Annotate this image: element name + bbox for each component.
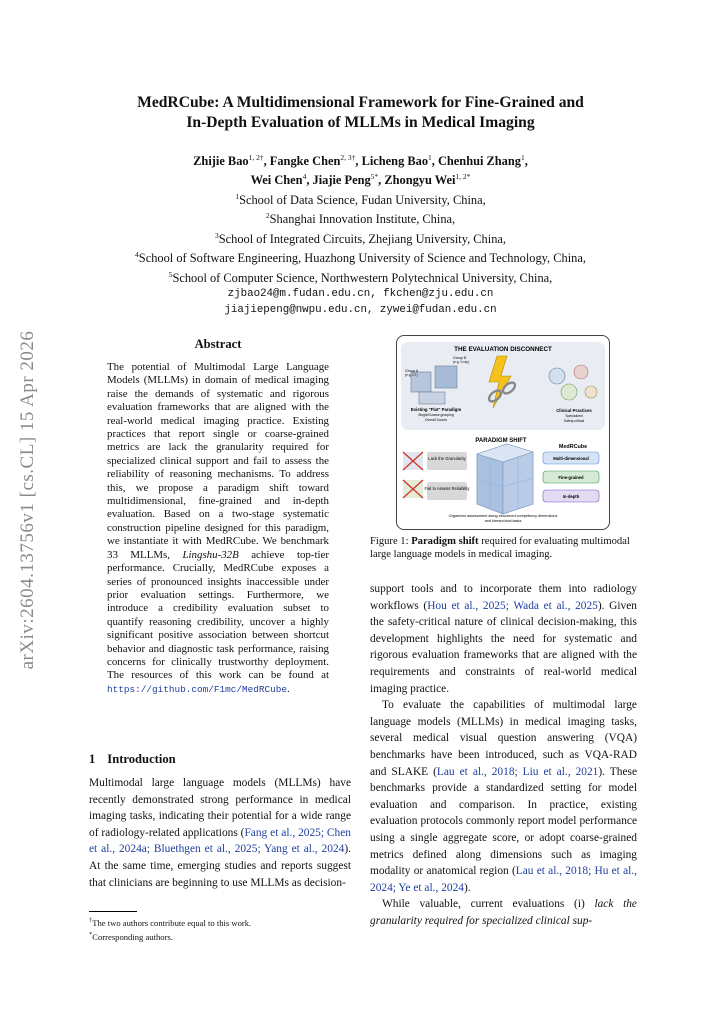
- title-line-1: MedRCube: A Multidimensional Framework for Fine-Grained and: [137, 94, 584, 111]
- author-name: Licheng Bao: [361, 154, 429, 169]
- medrcube-cube-graphic: [477, 444, 533, 514]
- email-line-2: jiajiepeng@nwpu.edu.cn, zywei@fudan.edu.cn: [224, 304, 497, 317]
- affiliation: $^3$School of Integrated Circuits, Zhejiang University, China,: [215, 230, 506, 246]
- svg-text:(e.g. X-ray): (e.g. X-ray): [453, 360, 469, 364]
- section-heading-introduction: 1 Introduction: [89, 752, 176, 766]
- author-name: Wei Chen: [250, 173, 303, 188]
- abstract-body: The potential of Multimodal Large Language Models (MLLMs) in domain of medical imaging raise the demands of systematic and rigorous evaluation frameworks that are aligned with the real-world medical imaging practice. Existing practices that report single or coarse-grained metrics are lack the granularity required for specialized clinical support and fail to assess the reliability of reasoning mechanisms. To address this, we propose a paradigm shift toward multidimensional, fine-grained and in-depth evaluation. Based on a two-stage systematic construction pipeline designed for this paradigm, we instantiate it with MedRCube. We benchmark 33 MLLMs, Lingshu-32B achieve top-tier performance. Crucially, MedRCube exposes a series of pronounced insights inaccessible under prior evaluation settings. Furthermore, we introduce a credibility evaluation subset to quantify reasoning credibility, uncover a highly significant positive association between shortcut behavior and diagnostic task performance, raising concerns for clinically trustworthy deployment. The resources of this work can be found at https://github.com/F1mc/MedRCube.: [107, 361, 329, 695]
- figure-1-graphic: [397, 336, 609, 529]
- title-line-2: In-Depth Evaluation of MLLMs in Medical Imaging: [186, 114, 535, 131]
- affiliation: $^5$School of Computer Science, Northwestern Polytechnical University, China,: [168, 269, 553, 285]
- affiliation: $^1$School of Data Science, Fudan University, China,: [235, 191, 486, 207]
- arxiv-identifier: arXiv:2604.13756v1 [cs.CL] 15 Apr 2026: [17, 330, 38, 670]
- svg-text:(e.g. CT): (e.g. CT): [405, 373, 418, 377]
- citation-link[interactable]: Lau et al., 2018; Liu et al., 2021: [436, 765, 599, 778]
- email-line-1: zjbao24@m.fudan.edu.cn, fkchen@zju.edu.cn: [227, 287, 494, 300]
- author-affil: 2, 3†: [340, 153, 356, 162]
- author-affil: 1, 2†: [248, 153, 264, 162]
- figure-1-caption: Figure 1: Paradigm shift required for evaluating multimodal large language models in medical imaging.: [370, 536, 630, 561]
- affiliation: $^2$Shanghai Innovation Institute, China,: [265, 211, 456, 227]
- right-paragraph-2: To evaluate the capabilities of multimodal large language models (MLLMs) in medical imaging tasks, several medical visual question answering (VQA) benchmarks have been introduced, such as VQA-RAD and SLAKE (Lau et al., 2018; Liu et al., 2021). These benchmarks provide a standardized setting for model evaluation and comparison. In practice, existing evaluation protocols commonly report model performance using a single aggregate score, or adopt coarse-grained metrics defined along dimensions such as imaging modality or anatomical region (Lau et al., 2018; Hu et al., 2024; Ye et al., 2024).: [370, 699, 637, 894]
- affiliation: $^4$School of Software Engineering, Huazhong University of Science and Technology, China,: [135, 250, 586, 266]
- abstract-heading: Abstract: [194, 337, 242, 351]
- github-link[interactable]: https://github.com/F1mc/MedRCube: [107, 683, 288, 695]
- arxiv-side-label: [8, 300, 48, 700]
- footnotes: [89, 915, 351, 943]
- lack-granularity-label: Lack the Granularity: [428, 456, 466, 461]
- paradigm-shift-title: PARADIGM SHIFT: [475, 438, 527, 444]
- figure-1: [396, 335, 610, 530]
- footnote-corresponding: *Corresponding authors.: [89, 930, 173, 942]
- right-paragraph-1: support tools and to incorporate them into radiology workflows (Hou et al., 2025; Wada et al., 2025). Given the safety-critical nature of clinical decision-making, this development highlights the need for systematic and rigorous evaluation frameworks that are aligned with the requirements and constraints of real-world medical imaging practice.: [370, 583, 637, 695]
- clinical-practices-title: Clinical Practices: [556, 408, 592, 413]
- author-affil: 1: [520, 153, 525, 162]
- disconnect-title: THE EVALUATION DISCONNECT: [454, 346, 552, 353]
- author-affil: 4: [302, 172, 307, 182]
- lack-granularity-box: [427, 452, 467, 470]
- author-affil: 1, 2*: [455, 172, 471, 182]
- footnote-equal-contribution: †The two authors contribute equal to this work.: [89, 917, 252, 928]
- svg-text:Specialized: Specialized: [565, 414, 583, 418]
- paper-title: [90, 93, 631, 133]
- right-paragraph-3: While valuable, current evaluations (i) lack the granularity required for specialized clinical sup-: [370, 898, 637, 927]
- svg-text:Single/Coarse grouping: Single/Coarse grouping: [418, 413, 454, 417]
- author-list-line-2: Wei Chen$^4$, Jiajie Peng$^{5*}$, Zhongyu Wei$^{1, 2*}$: [250, 172, 471, 188]
- dim-multidimensional-label: Multi-dimensional: [553, 456, 589, 461]
- medrcube-title: MedRCube: [558, 444, 588, 450]
- author-name: Chenhui Zhang: [437, 154, 521, 169]
- citation-link[interactable]: Fang et al., 2025; Chen et al., 2024a; Bluethgen et al., 2025; Yang et al., 2024: [89, 826, 351, 856]
- author-name: Jiajie Peng: [312, 173, 371, 188]
- author-name: Zhijie Bao: [193, 154, 249, 169]
- flat-paradigm-title: Existing "Flat" Paradigm: [410, 407, 462, 412]
- author-list-line-1: Zhijie Bao$^{1, 2\dagger}$, Fangke Chen$^{2, 3\dagger}$, Licheng Bao$^1$, Chenhui Zhang$^1$,: [193, 153, 528, 169]
- intro-right-column: [370, 581, 637, 929]
- figure-bottom-line-1: Organizes assessment along structured competency dimensions: [448, 514, 558, 518]
- author-name: Fangke Chen: [269, 154, 341, 169]
- model-name: Lingshu-32B: [182, 548, 239, 561]
- group-b-label: Group B: [453, 356, 467, 360]
- svg-text:Safety-critical: Safety-critical: [563, 419, 585, 423]
- author-name: Zhongyu Wei: [384, 173, 456, 188]
- fail-reliability-box: [427, 482, 467, 500]
- figure-bottom-line-2: and hierarchical tasks: [484, 519, 522, 523]
- citation-link[interactable]: Lau et al., 2018; Hu et al., 2024; Ye et al., 2024: [370, 865, 637, 894]
- author-block: [90, 150, 631, 319]
- fail-reliability-label: Fail to Assess Reliability: [424, 486, 470, 491]
- author-affil: 1: [428, 153, 432, 162]
- group-a-label: Group A: [405, 369, 419, 373]
- svg-text:Overall Scores: Overall Scores: [424, 418, 448, 422]
- dim-in-depth-label: In-depth: [562, 494, 580, 499]
- author-affil: 5*: [370, 172, 379, 182]
- citation-link[interactable]: Hou et al., 2025; Wada et al., 2025: [427, 599, 598, 612]
- dim-fine-grained-label: Fine-grained: [558, 475, 584, 480]
- intro-paragraph: Multimodal large language models (MLLMs) have recently demonstrated strong performance in medical imaging tasks, indicating their potential for a wide range of radiology-related applications (Fang et al., 2025; Chen et al., 2024a; Bluethgen et al., 2025; Yang et al., 2024). At the same time, emerging studies and reports suggest that clinicians are beginning to use MLLMs as decision-: [89, 777, 351, 889]
- intro-left-column: [89, 775, 351, 891]
- crossed-out-icons: [403, 452, 423, 498]
- footnote-rule: [89, 911, 137, 912]
